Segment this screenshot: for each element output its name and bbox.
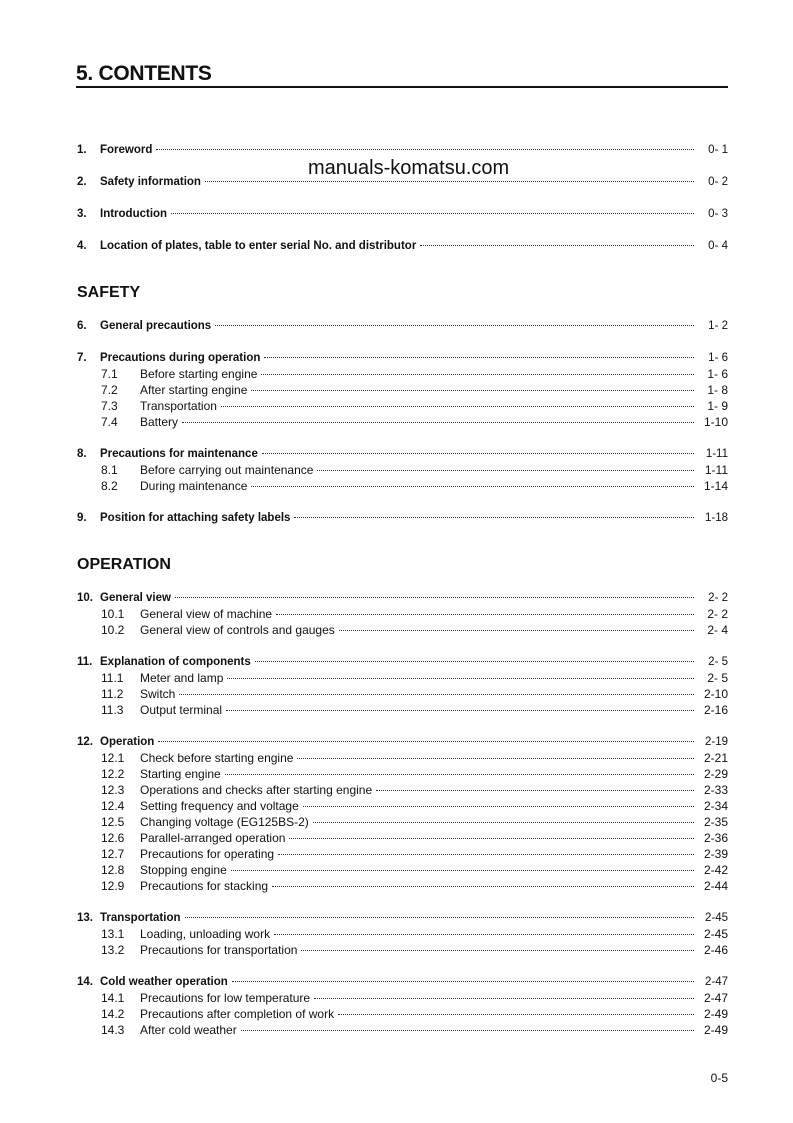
page-title: [76, 62, 728, 88]
entry-page: 2- 5: [708, 656, 728, 668]
toc-entry[interactable]: [77, 622, 728, 638]
entry-page: 1- 9: [707, 399, 728, 413]
dot-leader: [262, 453, 694, 454]
dot-leader: [274, 934, 694, 935]
entry-title: Battery: [140, 415, 179, 429]
dot-leader: [175, 597, 694, 598]
entry-number: 10.: [77, 592, 93, 604]
toc-group: [77, 238, 728, 254]
toc-entry[interactable]: [77, 350, 728, 366]
toc-entry[interactable]: [77, 974, 728, 990]
entry-title: General precautions: [100, 320, 212, 332]
entry-number: 2.: [77, 176, 87, 188]
entry-title: Precautions for operating: [140, 847, 275, 861]
entry-number: 11.3: [101, 703, 124, 717]
dot-leader: [255, 661, 694, 662]
entry-title: Before carrying out maintenance: [140, 463, 314, 477]
entry-number: 8.: [77, 448, 87, 460]
entry-number: 4.: [77, 240, 87, 252]
toc-entry[interactable]: [77, 750, 728, 766]
toc-entry[interactable]: [77, 942, 728, 958]
dot-leader: [232, 981, 694, 982]
entry-title: Precautions for transportation: [140, 943, 298, 957]
entry-title: Precautions during operation: [100, 352, 261, 364]
toc-entry[interactable]: [77, 238, 728, 254]
entry-page: 1- 6: [707, 367, 728, 381]
toc-group: [77, 910, 728, 958]
entry-page: 1-11: [705, 448, 728, 460]
entry-number: 11.1: [101, 671, 124, 685]
entry-number: 7.2: [101, 383, 118, 397]
toc-entry[interactable]: [77, 766, 728, 782]
entry-number: 12.6: [101, 831, 125, 845]
toc-entry[interactable]: [77, 862, 728, 878]
entry-title: Precautions for maintenance: [100, 448, 258, 460]
dot-leader: [278, 854, 694, 855]
entry-number: 14.3: [101, 1023, 125, 1037]
toc-entry[interactable]: [77, 686, 728, 702]
dot-leader: [289, 838, 694, 839]
entry-title: Foreword: [100, 144, 153, 156]
toc-entry[interactable]: [77, 670, 728, 686]
toc-entry[interactable]: [77, 702, 728, 718]
entry-title: After cold weather: [140, 1023, 237, 1037]
entry-number: 8.2: [101, 479, 118, 493]
section-heading: OPERATION: [77, 556, 171, 573]
dot-leader: [261, 374, 694, 375]
entry-page: 2-36: [703, 831, 728, 845]
dot-leader: [339, 630, 694, 631]
dot-leader: [221, 406, 694, 407]
entry-page: 2-44: [703, 879, 728, 893]
entry-number: 6.: [77, 320, 87, 332]
entry-title: Switch: [140, 687, 176, 701]
entry-title: Introduction: [100, 208, 168, 220]
entry-number: 10.2: [101, 623, 125, 637]
toc-group: [77, 142, 728, 158]
entry-page: 2-39: [703, 847, 728, 861]
section-heading: SAFETY: [77, 284, 141, 301]
toc-entry[interactable]: [77, 1022, 728, 1038]
toc-group: [77, 510, 728, 526]
entry-page: 2-47: [703, 991, 728, 1005]
entry-number: 10.1: [101, 607, 125, 621]
entry-title: Stopping engine: [140, 863, 227, 877]
dot-leader: [303, 806, 694, 807]
dot-leader: [179, 694, 694, 695]
entry-title: During maintenance: [140, 479, 248, 493]
entry-page: 0- 3: [708, 208, 728, 220]
entry-number: 12.9: [101, 879, 125, 893]
toc-entry[interactable]: [77, 446, 728, 462]
toc-entry[interactable]: [77, 798, 728, 814]
toc-entry[interactable]: [77, 318, 728, 334]
entry-page: 2-33: [703, 783, 728, 797]
toc-group: [77, 446, 728, 494]
watermark: manuals-komatsu.com: [308, 157, 510, 179]
entry-page: 2-21: [703, 751, 728, 765]
entry-title: Transportation: [100, 912, 181, 924]
toc-entry[interactable]: [77, 478, 728, 494]
toc-group: [77, 734, 728, 894]
dot-leader: [264, 357, 694, 358]
entry-number: 14.1: [101, 991, 125, 1005]
entry-title: Before starting engine: [140, 367, 258, 381]
entry-number: 8.1: [101, 463, 118, 477]
entry-number: 12.: [77, 736, 93, 748]
dot-leader: [313, 822, 694, 823]
entry-page: 1- 2: [708, 320, 728, 332]
entry-page: 1- 6: [708, 352, 728, 364]
toc-entry[interactable]: [77, 814, 728, 830]
toc-entry[interactable]: [77, 990, 728, 1006]
dot-leader: [251, 486, 694, 487]
toc-entry[interactable]: [77, 830, 728, 846]
entry-number: 13.: [77, 912, 93, 924]
dot-leader: [171, 213, 694, 214]
entry-page: 2-29: [703, 767, 728, 781]
dot-leader: [294, 517, 694, 518]
dot-leader: [225, 774, 694, 775]
entry-page: 2- 2: [708, 592, 728, 604]
entry-page: 2-49: [703, 1007, 728, 1021]
toc-group: [77, 654, 728, 718]
entry-page: 2-34: [703, 799, 728, 813]
toc-entry[interactable]: [77, 654, 728, 670]
toc-group: [77, 974, 728, 1038]
entry-title: Explanation of components: [100, 656, 251, 668]
toc-group: [77, 318, 728, 334]
entry-title: Setting frequency and voltage: [140, 799, 299, 813]
entry-title: Safety information: [100, 176, 201, 188]
toc-entry[interactable]: [77, 510, 728, 526]
toc-entry[interactable]: [77, 910, 728, 926]
dot-leader: [314, 998, 694, 999]
entry-page: 2-49: [703, 1023, 728, 1037]
entry-page: 2- 2: [707, 607, 728, 621]
entry-page: 0- 2: [708, 176, 728, 188]
dot-leader: [420, 245, 694, 246]
dot-leader: [272, 886, 694, 887]
toc-entry[interactable]: [77, 782, 728, 798]
dot-leader: [215, 325, 694, 326]
entry-page: 2-47: [704, 976, 728, 988]
toc-entry[interactable]: [77, 606, 728, 622]
entry-page: 1- 8: [707, 383, 728, 397]
entry-page: 0- 1: [708, 144, 728, 156]
dot-leader: [182, 422, 694, 423]
page-title-text: 5. CONTENTS: [76, 62, 212, 85]
entry-title: Precautions for stacking: [140, 879, 269, 893]
dot-leader: [376, 790, 694, 791]
entry-number: 13.2: [101, 943, 125, 957]
dot-leader: [227, 678, 694, 679]
toc-group: [77, 590, 728, 638]
entry-page: 2-35: [703, 815, 728, 829]
entry-number: 11.: [77, 656, 93, 668]
dot-leader: [205, 181, 694, 182]
entry-number: 7.: [77, 352, 87, 364]
entry-page: 2- 5: [707, 671, 728, 685]
entry-title: General view: [100, 592, 171, 604]
entry-number: 9.: [77, 512, 87, 524]
toc-entry[interactable]: [77, 462, 728, 478]
toc-entry[interactable]: [77, 414, 728, 430]
toc-group: [77, 206, 728, 222]
entry-title: General view of machine: [140, 607, 273, 621]
entry-page: 2-42: [703, 863, 728, 877]
dot-leader: [185, 917, 694, 918]
entry-title: After starting engine: [140, 383, 248, 397]
entry-page: 2-16: [703, 703, 728, 717]
toc-entry[interactable]: [77, 590, 728, 606]
toc-entry[interactable]: [77, 878, 728, 894]
dot-leader: [226, 710, 694, 711]
entry-page: 1-18: [704, 512, 728, 524]
entry-title: Transportation: [140, 399, 217, 413]
entry-title: Meter and lamp: [140, 671, 224, 685]
entry-title: General view of controls and gauges: [140, 623, 335, 637]
dot-leader: [156, 149, 694, 150]
dot-leader: [297, 758, 694, 759]
entry-title: Parallel-arranged operation: [140, 831, 286, 845]
entry-number: 12.4: [101, 799, 125, 813]
dot-leader: [276, 614, 694, 615]
entry-page: 1-14: [703, 479, 728, 493]
entry-number: 12.2: [101, 767, 125, 781]
dot-leader: [241, 1030, 694, 1031]
toc-entry[interactable]: [77, 926, 728, 942]
dot-leader: [317, 470, 694, 471]
entry-number: 3.: [77, 208, 87, 220]
entry-number: 14.2: [101, 1007, 125, 1021]
toc-group: [77, 350, 728, 430]
entry-title: Check before starting engine: [140, 751, 294, 765]
toc-entry[interactable]: [77, 382, 728, 398]
entry-number: 7.4: [101, 415, 118, 429]
entry-number: 7.1: [101, 367, 118, 381]
toc-entry[interactable]: [77, 846, 728, 862]
entry-title: Cold weather operation: [100, 976, 228, 988]
toc-entry[interactable]: [77, 366, 728, 382]
entry-page: 2- 4: [707, 623, 728, 637]
entry-page: 1-11: [704, 463, 728, 477]
dot-leader: [338, 1014, 694, 1015]
toc-entry[interactable]: [77, 1006, 728, 1022]
entry-title: Position for attaching safety labels: [100, 512, 291, 524]
toc-group: [77, 174, 728, 190]
entry-title: Starting engine: [140, 767, 221, 781]
entry-number: 12.7: [101, 847, 125, 861]
toc-entry[interactable]: [77, 142, 728, 158]
entry-number: 7.3: [101, 399, 118, 413]
dot-leader: [251, 390, 694, 391]
entry-page: 2-19: [704, 736, 728, 748]
entry-title: Location of plates, table to enter serial No. and distributor: [100, 240, 417, 252]
entry-page: 2-45: [703, 927, 728, 941]
entry-page: 2-10: [703, 687, 728, 701]
page-number: 0-5: [710, 1071, 728, 1085]
toc-entry[interactable]: [77, 734, 728, 750]
entry-page: 2-46: [703, 943, 728, 957]
entry-title: Output terminal: [140, 703, 223, 717]
entry-number: 12.3: [101, 783, 125, 797]
entry-title: Operations and checks after starting engine: [140, 783, 373, 797]
toc-entry[interactable]: [77, 398, 728, 414]
toc-entry[interactable]: [77, 174, 728, 190]
entry-number: 14.: [77, 976, 93, 988]
entry-number: 12.8: [101, 863, 125, 877]
entry-number: 12.5: [101, 815, 125, 829]
entry-page: 2-45: [704, 912, 728, 924]
entry-title: Precautions for low temperature: [140, 991, 311, 1005]
entry-number: 11.2: [101, 687, 124, 701]
entry-title: Operation: [100, 736, 155, 748]
entry-title: Changing voltage (EG125BS-2): [140, 815, 309, 829]
entry-number: 13.1: [101, 927, 125, 941]
entry-title: Precautions after completion of work: [140, 1007, 335, 1021]
dot-leader: [301, 950, 694, 951]
dot-leader: [231, 870, 694, 871]
dot-leader: [158, 741, 694, 742]
entry-title: Loading, unloading work: [140, 927, 271, 941]
entry-page: 0- 4: [708, 240, 728, 252]
table-of-contents: [77, 142, 728, 1038]
entry-number: 1.: [77, 144, 87, 156]
entry-number: 12.1: [101, 751, 125, 765]
entry-page: 1-10: [703, 415, 728, 429]
toc-entry[interactable]: [77, 206, 728, 222]
